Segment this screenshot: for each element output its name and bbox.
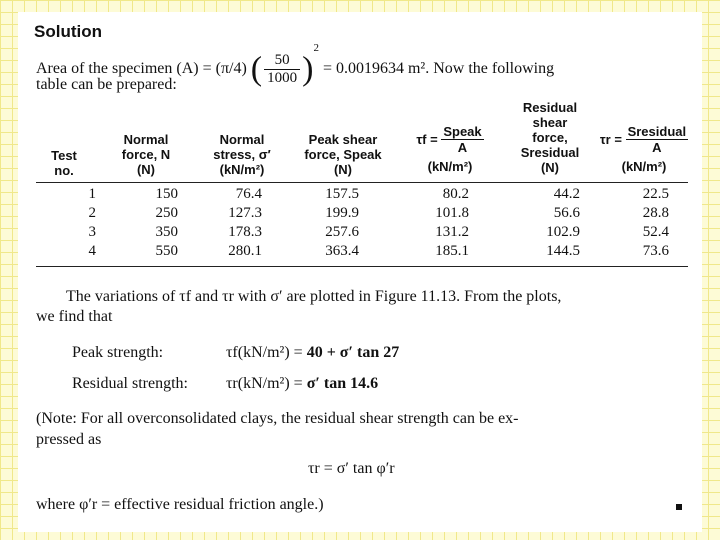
cell-tau-r: 22.5 bbox=[642, 186, 669, 202]
header-text: Peak shear bbox=[308, 132, 378, 147]
cell-normal-force: 250 bbox=[155, 205, 178, 221]
cell-normal-stress: 127.3 bbox=[228, 205, 262, 221]
cell-residual-force: 56.6 bbox=[553, 205, 580, 221]
left-paren: ( bbox=[250, 50, 263, 88]
cell-peak-force: 157.5 bbox=[325, 186, 359, 202]
cell-normal-force: 350 bbox=[155, 224, 178, 240]
cell-tau-f: 131.2 bbox=[435, 224, 469, 240]
tau-r-label: τr = bbox=[599, 132, 622, 147]
header-test-no bbox=[34, 148, 94, 178]
cell-test-no: 2 bbox=[88, 205, 96, 221]
cell-normal-stress: 76.4 bbox=[235, 186, 262, 202]
cell-residual-force: 102.9 bbox=[546, 224, 580, 240]
tau-f-unit: (kN/m²) bbox=[427, 159, 473, 174]
peak-strength-equation bbox=[226, 344, 399, 362]
cell-tau-r: 28.8 bbox=[642, 205, 669, 221]
cell-peak-force: 257.6 bbox=[325, 224, 359, 240]
header-text: (N) bbox=[540, 160, 560, 175]
header-text: stress, σ′ bbox=[213, 147, 271, 162]
table-bottom-rule bbox=[36, 266, 688, 267]
note-line-2: pressed as bbox=[36, 431, 102, 448]
residual-strength-equation bbox=[226, 375, 378, 393]
cell-tau-r: 73.6 bbox=[642, 243, 669, 259]
header-text: Residual bbox=[522, 100, 578, 115]
header-text: force, N bbox=[121, 147, 171, 162]
header-normal-force bbox=[106, 132, 186, 177]
header-residual-force bbox=[502, 100, 598, 175]
header-text: (N) bbox=[136, 162, 156, 177]
area-denominator: 1000 bbox=[267, 69, 298, 86]
area-fraction bbox=[264, 52, 300, 87]
cell-peak-force: 363.4 bbox=[325, 243, 359, 259]
header-text: no. bbox=[54, 163, 74, 178]
residual-eq-right: σ′ tan 14.6 bbox=[306, 375, 379, 392]
area-prefix: Area of the specimen (A) = (π/4) bbox=[36, 60, 247, 77]
variations-line-2: we find that bbox=[36, 308, 113, 325]
header-normal-stress bbox=[200, 132, 284, 177]
header-text: Sresidual bbox=[520, 145, 580, 160]
cell-normal-force: 550 bbox=[155, 243, 178, 259]
textbook-page bbox=[18, 12, 702, 532]
area-exponent: 2 bbox=[313, 42, 319, 54]
cell-residual-force: 144.5 bbox=[546, 243, 580, 259]
tau-f-numerator: Speak bbox=[443, 124, 482, 139]
tau-f-label: τf = bbox=[416, 132, 438, 147]
solution-heading: Solution bbox=[34, 22, 102, 41]
cell-test-no: 4 bbox=[88, 243, 96, 259]
header-text: force, bbox=[532, 130, 568, 145]
residual-strength-label: Residual strength: bbox=[72, 375, 188, 392]
table-header-rule bbox=[36, 182, 688, 183]
header-text: shear bbox=[532, 115, 568, 130]
tau-f-fraction bbox=[441, 124, 483, 155]
area-numerator: 50 bbox=[264, 52, 300, 70]
header-tau-r bbox=[590, 124, 698, 174]
header-text: Normal bbox=[219, 132, 265, 147]
header-tau-f bbox=[394, 124, 506, 174]
end-of-proof-mark bbox=[676, 504, 682, 510]
cell-normal-force: 150 bbox=[155, 186, 178, 202]
header-text: (kN/m²) bbox=[219, 162, 265, 177]
header-text: (N) bbox=[333, 162, 353, 177]
tau-r-unit: (kN/m²) bbox=[621, 159, 667, 174]
variations-line-1: The variations of τf and τr with σ′ are plotted in Figure 11.13. From the plots, bbox=[66, 288, 562, 305]
note-equation: τr = σ′ tan φ′r bbox=[308, 460, 395, 477]
area-result: = 0.0019634 m². Now the following bbox=[322, 60, 555, 77]
peak-strength-label: Peak strength: bbox=[72, 344, 164, 361]
peak-eq-right: 40 + σ′ tan 27 bbox=[306, 344, 400, 361]
header-text: Normal bbox=[123, 132, 169, 147]
tau-r-numerator: Sresidual bbox=[627, 124, 687, 139]
cell-test-no: 3 bbox=[88, 224, 96, 240]
cell-tau-f: 101.8 bbox=[435, 205, 469, 221]
header-peak-force bbox=[298, 132, 388, 177]
peak-eq-left: τf(kN/m²) = bbox=[226, 344, 307, 361]
cell-peak-force: 199.9 bbox=[325, 205, 359, 221]
residual-eq-left: τr(kN/m²) = bbox=[226, 375, 307, 392]
tau-f-denominator: A bbox=[457, 140, 468, 155]
cell-normal-stress: 178.3 bbox=[228, 224, 262, 240]
cell-tau-f: 80.2 bbox=[442, 186, 469, 202]
area-continuation: table can be prepared: bbox=[36, 76, 177, 93]
header-text: force, Speak bbox=[304, 147, 382, 162]
cell-residual-force: 44.2 bbox=[553, 186, 580, 202]
note-line-3: where φ′r = effective residual friction angle.) bbox=[36, 496, 324, 513]
cell-test-no: 1 bbox=[88, 186, 96, 202]
right-paren: ) bbox=[302, 50, 314, 88]
cell-tau-f: 185.1 bbox=[435, 243, 469, 259]
tau-r-fraction bbox=[626, 124, 689, 155]
cell-tau-r: 52.4 bbox=[642, 224, 669, 240]
header-text: Test bbox=[51, 148, 77, 163]
cell-normal-stress: 280.1 bbox=[228, 243, 262, 259]
note-line-1: (Note: For all overconsolidated clays, the residual shear strength can be ex- bbox=[36, 410, 519, 427]
tau-r-denominator: A bbox=[652, 140, 662, 155]
